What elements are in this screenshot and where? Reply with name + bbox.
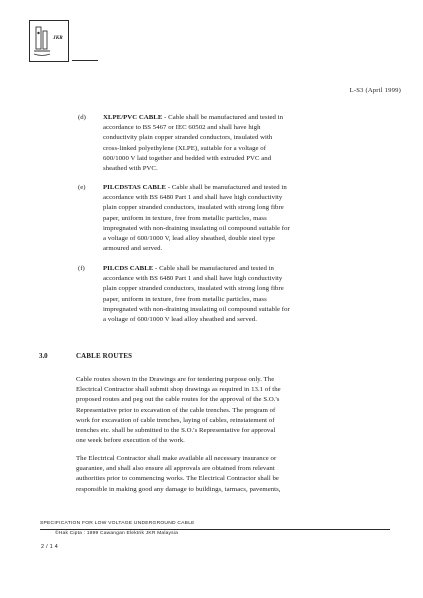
section-line: trenches etc. shall be submitted to the S.O.'s Representative for approval xyxy=(76,427,276,435)
item-line: impregnated with non-draining insulating oil compound suitable for xyxy=(103,224,290,232)
item-line: paper, uniform in texture, free from metallic particles, mass xyxy=(103,295,267,303)
item-line xyxy=(103,113,387,123)
item-line: sheathed with PVC. xyxy=(103,165,158,173)
item-paragraph-d xyxy=(103,113,387,174)
item-line: accordance with BS 6480 Part 1 and shall have high conductivity xyxy=(103,194,283,202)
item-line: 600/1000 V laid together and bedded with extruded PVC and xyxy=(103,154,272,162)
page-number: 2 / 1 4 xyxy=(41,544,59,550)
item-line: a voltage of 600/1000 V lead alloy sheathed and served. xyxy=(103,316,257,324)
section-line: responsible in making good any damage to buildings, tarmacs, pavements, xyxy=(76,485,281,493)
section-number: 3.0 xyxy=(39,353,48,360)
item-line xyxy=(103,183,387,193)
item-label-d: (d) xyxy=(78,114,86,121)
footer-divider xyxy=(40,529,390,530)
item-line: plain copper stranded conductors, insulated with strong long fibre xyxy=(103,285,284,293)
footer-title: SPECIFICATION FOR LOW VOLTAGE UNDERGROUND CABLE xyxy=(40,521,195,526)
section-line: Electrical Contractor shall submit shop drawings as required in 13.1 of the xyxy=(76,386,281,394)
jkr-logo xyxy=(29,20,69,62)
section-line: one week before execution of the work. xyxy=(76,437,185,445)
item-label-e: (e) xyxy=(78,184,86,191)
item-line xyxy=(103,264,387,274)
item-paragraph-e xyxy=(103,183,387,254)
section-line: Cable routes shown in the Drawings are for tendering purpose only. The xyxy=(76,376,275,383)
item-title-e: PILCDSTAS CABLE xyxy=(103,184,167,191)
item-line: impregnated with non-draining insulating oil compound suitable for xyxy=(103,305,290,313)
logo-underline xyxy=(72,60,98,61)
item-line: cross-linked polyethylene (XLPE), suitable for a voltage of xyxy=(103,144,267,152)
logo-text: JKR xyxy=(53,35,63,41)
item-line-rest: - Cable shall be manufactured and tested in xyxy=(166,184,287,191)
section-line: work for excavation of cable trenches, laying of cables, reinstatement of xyxy=(76,416,275,424)
section-line: Representative prior to excavation of the cable trenches. The program of xyxy=(76,406,276,414)
item-line: armoured and served. xyxy=(103,245,163,253)
item-line: paper, uniform in texture, free from metallic particles, mass xyxy=(103,214,267,222)
item-line: accordance to BS 5467 or IEC 60502 and shall have high xyxy=(103,124,261,132)
item-line: conductivity plain copper stranded conductors, insulated with xyxy=(103,134,273,142)
section-line: authorities prior to commencing works. The Electrical Contractor shall be xyxy=(76,475,279,483)
section-paragraph-1 xyxy=(76,375,387,446)
item-label-f: (f) xyxy=(78,265,85,272)
item-paragraph-f xyxy=(103,264,387,325)
item-line: plain copper stranded conductors, insulated with strong long fibre xyxy=(103,204,284,212)
section-line: guarantee, and shall also ensure all approvals are obtained from relevant xyxy=(76,465,275,473)
item-line-rest: - Cable shall be manufactured and tested in xyxy=(153,265,274,272)
section-line: proposed routes and peg out the cable routes for the approval of the S.O.'s xyxy=(76,396,280,404)
item-line: accordance with BS 6480 Part 1 and shall have high conductivity xyxy=(103,275,283,283)
item-title-f: PILCDS CABLE xyxy=(103,265,154,272)
item-line: a voltage of 600/1000 V, lead alloy sheathed, double steel type xyxy=(103,235,275,243)
section-line: The Electrical Contractor shall make available all necessary insurance or xyxy=(76,455,277,462)
document-reference: L-S3 (April 1999) xyxy=(349,87,401,94)
section-paragraph-2 xyxy=(76,454,387,495)
footer-copyright: ©Hak Cipta : 1999 Cawangan Elektrik JKR Malaysia xyxy=(55,531,179,536)
item-line-rest: - Cable shall be manufactured and tested in xyxy=(162,114,284,121)
jkr-emblem-icon xyxy=(30,21,68,61)
section-title: CABLE ROUTES xyxy=(76,353,133,360)
item-title-d: XLPE/PVC CABLE xyxy=(103,114,163,121)
